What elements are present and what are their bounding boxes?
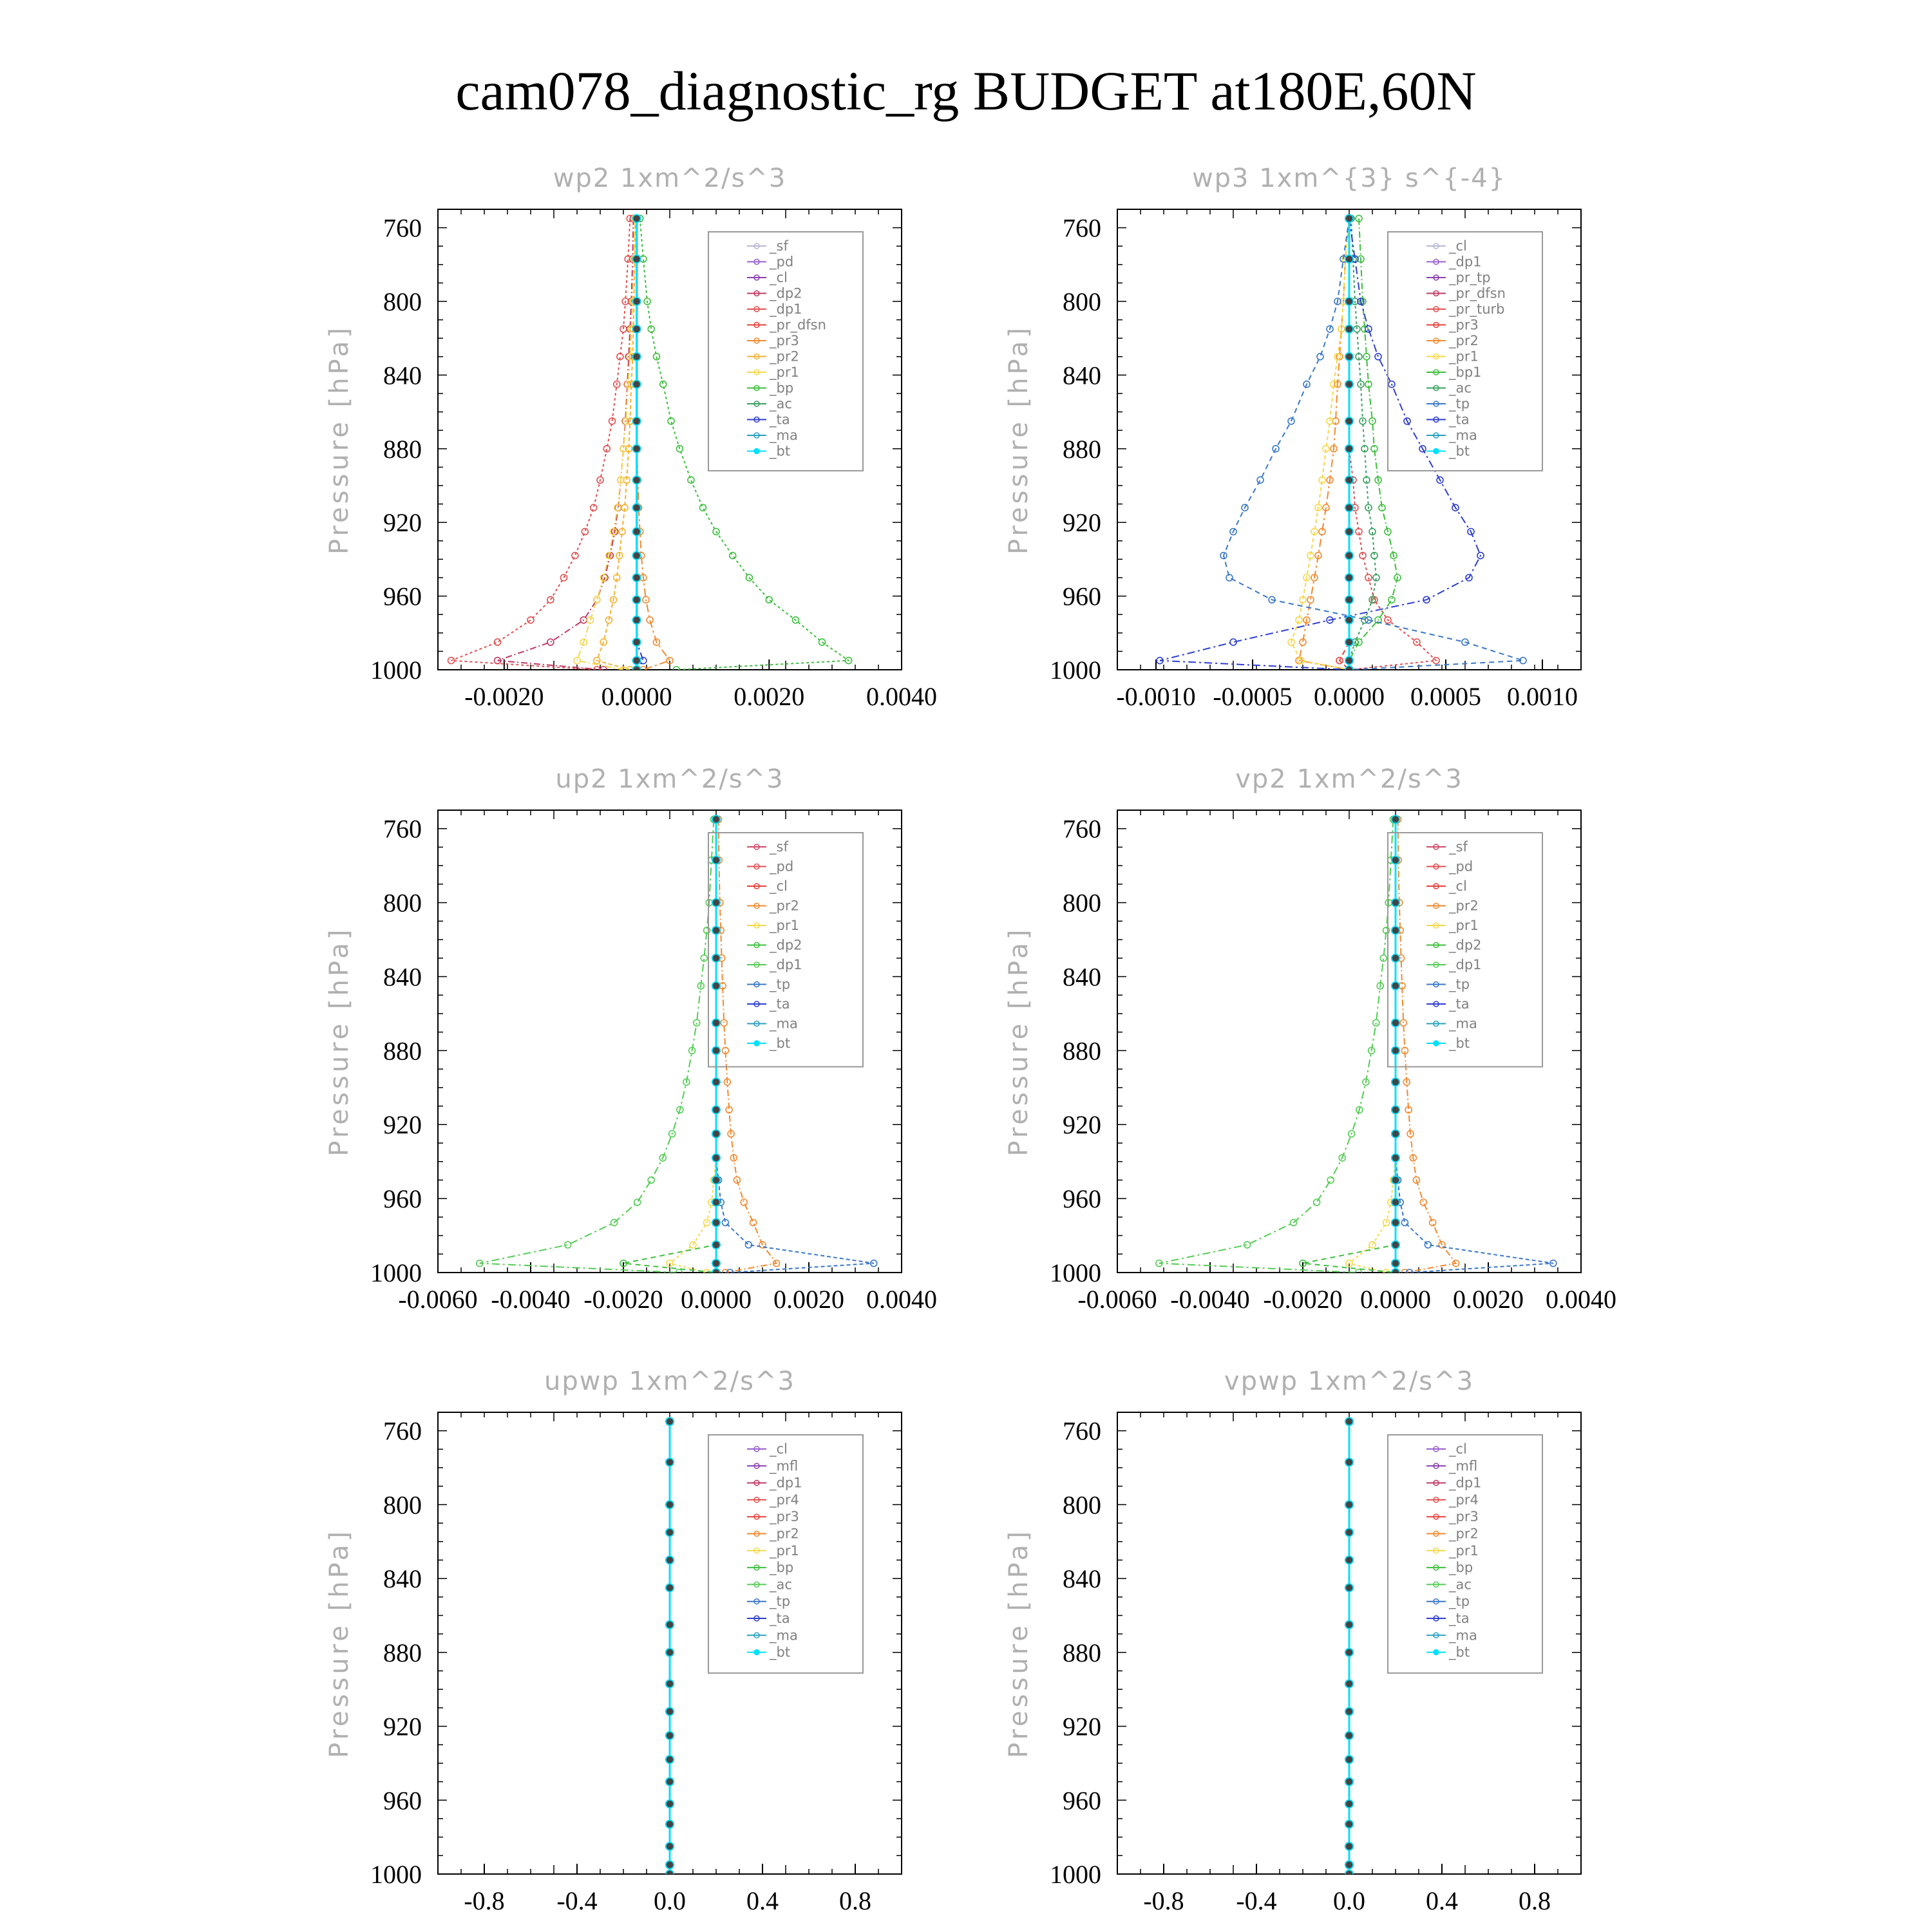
data-point_bt: [1345, 1708, 1353, 1716]
legend-label: _mfl: [1449, 1458, 1478, 1474]
data-point_bt: [712, 857, 720, 864]
data-point_bt: [666, 1501, 674, 1508]
data-point_bt: [1345, 1842, 1353, 1850]
data-point_bt: [633, 552, 641, 560]
legend-label: _tp: [770, 1593, 791, 1609]
data-point_bt: [633, 596, 641, 603]
y-tick-label: 760: [1063, 213, 1101, 243]
data-point_bt: [666, 1732, 674, 1739]
x-tick-label: 0.0010: [1507, 682, 1578, 711]
y-tick-label: 1000: [1050, 656, 1101, 685]
legend-label: _bt: [1449, 443, 1470, 459]
y-tick-label: 880: [1063, 434, 1101, 464]
data-point_bt: [1345, 574, 1353, 582]
legend-label: _ta: [1449, 1611, 1470, 1626]
data-point_bt: [1345, 1528, 1353, 1536]
legend-label: _pr2: [770, 1526, 799, 1542]
legend-label: _ta: [770, 996, 790, 1012]
y-tick-label: 1000: [370, 1258, 422, 1287]
legend-label: _pr4: [1449, 1492, 1479, 1508]
y-tick-label: 920: [383, 508, 422, 538]
legend-label: _sf: [770, 839, 788, 855]
legend-label: _tp: [1449, 396, 1470, 412]
y-axis-label: Pressure [hPa]: [325, 1528, 354, 1758]
legend-label: _tp: [770, 976, 791, 992]
legend-label: _bt: [1449, 1036, 1470, 1051]
legend-label: _ma: [770, 428, 798, 443]
data-point_bt: [666, 1778, 674, 1786]
x-tick-label: -0.0060: [1077, 1285, 1157, 1314]
x-tick-label: 0.0020: [773, 1285, 844, 1314]
y-tick-label: 760: [1063, 1416, 1101, 1446]
y-tick-label: 960: [1063, 582, 1101, 611]
x-tick-label: -0.0040: [1170, 1285, 1250, 1314]
legend-label: _dp1: [770, 1475, 802, 1491]
x-tick-label: 0.0: [654, 1886, 686, 1915]
data-point_bt: [1345, 255, 1353, 263]
data-point_bt: [666, 1861, 674, 1869]
x-tick-label: 0.0000: [1360, 1285, 1431, 1314]
y-axis-label: Pressure [hPa]: [325, 325, 354, 554]
data-point_bt: [1392, 927, 1399, 934]
data-point_bt: [1345, 298, 1353, 305]
legend-label: _cl: [770, 878, 788, 894]
y-tick-label: 800: [383, 1490, 422, 1520]
y-tick-label: 840: [1063, 361, 1101, 390]
x-tick-label: 0.0: [1333, 1886, 1365, 1915]
data-point_bt: [633, 616, 641, 624]
data-point_bt: [712, 954, 720, 962]
legend-label: _dp1: [770, 957, 802, 972]
x-tick-label: 0.0040: [1546, 1285, 1616, 1314]
data-point_bt: [1345, 1584, 1353, 1591]
data-point_bt: [712, 899, 720, 907]
x-tick-label: -0.8: [1143, 1886, 1184, 1915]
y-tick-label: 960: [383, 1184, 422, 1214]
x-tick-label: 0.0040: [866, 1285, 937, 1314]
y-tick-label: 760: [383, 814, 422, 844]
legend-label: _pd: [770, 858, 794, 875]
data-point_bt: [1392, 954, 1399, 962]
y-axis-label: Pressure [hPa]: [1004, 325, 1034, 554]
data-point_bt: [1345, 1458, 1353, 1466]
x-tick-label: 0.0000: [601, 682, 672, 711]
data-point_bt: [1392, 1176, 1399, 1184]
data-point_bt: [712, 1260, 720, 1267]
legend-label: _ma: [1449, 1016, 1477, 1032]
y-tick-label: 760: [383, 213, 422, 243]
legend-label: _pr3: [770, 333, 799, 348]
legend-label: _pr_dfsn: [770, 317, 826, 333]
legend-label: _pr1: [770, 365, 799, 380]
legend-label: _pr_dfsn: [1449, 285, 1506, 301]
data-point_bt: [1392, 1198, 1399, 1206]
legend-marker: [1434, 449, 1439, 454]
y-tick-label: 760: [1063, 814, 1101, 844]
legend-marker: [1434, 1650, 1439, 1655]
x-tick-label: -0.0060: [398, 1285, 478, 1314]
legend-label: _cl: [770, 1441, 788, 1457]
data-point_bt: [1345, 638, 1353, 646]
data-point_bt: [1345, 1821, 1353, 1828]
y-tick-label: 840: [383, 361, 422, 390]
legend-label: _ma: [1449, 1627, 1477, 1643]
data-point_bt: [1345, 1800, 1353, 1808]
legend-label: _bt: [770, 1036, 791, 1051]
y-tick-label: 760: [383, 1416, 422, 1446]
data-point_bt: [712, 1019, 720, 1027]
data-point_bt: [712, 1106, 720, 1113]
data-point_bt: [633, 298, 641, 305]
y-tick-label: 1000: [1050, 1860, 1101, 1889]
legend-marker: [754, 449, 759, 454]
data-point_bt: [712, 815, 720, 823]
y-tick-label: 960: [383, 582, 422, 611]
legend-label: _dp1: [1449, 1475, 1482, 1491]
x-tick-label: -0.4: [1236, 1886, 1277, 1915]
y-axis-label: Pressure [hPa]: [325, 926, 354, 1157]
legend-label: _dp2: [1449, 937, 1482, 953]
y-tick-label: 1000: [370, 1860, 422, 1889]
y-tick-label: 800: [1063, 888, 1101, 918]
legend-label: _cl: [1449, 1441, 1467, 1457]
legend-label: _dp2: [770, 937, 802, 953]
data-point_bt: [633, 325, 641, 333]
data-point_bt: [666, 1756, 674, 1763]
data-point_bt: [666, 1621, 674, 1629]
data-point_bt: [712, 1078, 720, 1086]
legend-label: _pd: [1449, 858, 1473, 875]
panel-title: vpwp 1xm^2/s^3: [1224, 1367, 1475, 1396]
y-tick-label: 920: [1063, 508, 1101, 538]
data-point_bt: [633, 574, 641, 582]
legend-label: _ma: [770, 1016, 798, 1032]
x-tick-label: -0.0040: [491, 1285, 571, 1314]
data-point_bt: [1345, 353, 1353, 361]
legend-label: _ta: [1449, 412, 1470, 428]
data-point_bt: [633, 214, 641, 222]
data-point_bt: [1345, 417, 1353, 425]
data-point_bt: [633, 638, 641, 646]
data-point_bt: [633, 476, 641, 484]
data-point_bt: [1345, 214, 1353, 222]
data-point_bt: [666, 1821, 674, 1828]
y-tick-label: 840: [1063, 1564, 1101, 1594]
x-tick-label: -0.0005: [1213, 682, 1293, 711]
data-point_bt: [666, 1528, 674, 1536]
x-tick-label: 0.0020: [1453, 1285, 1524, 1314]
data-point_bt: [1345, 1756, 1353, 1763]
y-tick-label: 800: [383, 287, 422, 316]
panel-title: upwp 1xm^2/s^3: [544, 1367, 795, 1396]
y-tick-label: 960: [383, 1786, 422, 1815]
data-point_bt: [1392, 1154, 1399, 1162]
x-tick-label: -0.8: [464, 1886, 505, 1915]
legend-label: _pr1: [1449, 348, 1479, 365]
y-tick-label: 920: [383, 1110, 422, 1140]
y-tick-label: 840: [383, 1564, 422, 1594]
data-point_bt: [633, 255, 641, 263]
data-point_bt: [1345, 1621, 1353, 1629]
legend-label: _bp: [1449, 1560, 1473, 1576]
y-tick-label: 880: [383, 434, 422, 464]
legend-label: _ma: [1449, 428, 1477, 443]
x-tick-label: 0.0020: [734, 682, 805, 711]
x-tick-label: 0.8: [839, 1886, 871, 1915]
data-point_bt: [712, 1130, 720, 1138]
legend-label: _ta: [1449, 996, 1470, 1012]
y-tick-label: 920: [383, 1712, 422, 1741]
legend-label: _tp: [1449, 1593, 1470, 1609]
legend-label: _sf: [1449, 839, 1468, 855]
data-point_bt: [633, 417, 641, 425]
data-point_bt: [1345, 657, 1353, 665]
y-axis-label: Pressure [hPa]: [1004, 926, 1034, 1157]
data-point_bt: [1345, 445, 1353, 453]
y-tick-label: 880: [1063, 1638, 1101, 1667]
x-tick-label: 0.0040: [866, 682, 937, 711]
data-point_bt: [1345, 504, 1353, 511]
x-tick-label: -0.0020: [583, 1285, 663, 1314]
legend-label: _pr3: [1449, 1509, 1479, 1525]
legend-label: _ac: [1449, 1577, 1472, 1593]
y-tick-label: 960: [1063, 1184, 1101, 1214]
data-point_bt: [1345, 1680, 1353, 1688]
data-point_bt: [1345, 1501, 1353, 1508]
y-tick-label: 880: [1063, 1036, 1101, 1066]
legend-label: _cl: [1449, 878, 1467, 894]
x-tick-label: 0.8: [1519, 1886, 1551, 1915]
data-point_bt: [712, 982, 720, 990]
legend-label: _pr1: [770, 1542, 799, 1558]
panel-title: wp3 1xm^{3} s^{-4}: [1191, 164, 1507, 193]
legend-label: _pr4: [770, 1492, 799, 1508]
legend-label: _pr3: [1449, 317, 1479, 333]
data-point_bt: [712, 1046, 720, 1054]
data-point_bt: [666, 1649, 674, 1656]
data-point_bt: [712, 1198, 720, 1206]
legend-label: _pr_tp: [1449, 270, 1491, 285]
y-tick-label: 920: [1063, 1712, 1101, 1741]
data-point_bt: [1392, 815, 1399, 823]
data-point_bt: [1345, 1417, 1353, 1425]
panel-title: wp2 1xm^2/s^3: [553, 164, 787, 193]
figure-title: cam078_diagnostic_rg BUDGET at180E,60N: [455, 60, 1477, 122]
data-point_bt: [1345, 616, 1353, 624]
legend-label: _pr2: [1449, 1526, 1479, 1542]
y-tick-label: 800: [383, 888, 422, 918]
data-point_bt: [1345, 325, 1353, 333]
x-tick-label: 0.4: [1426, 1886, 1458, 1915]
x-tick-label: 0.0000: [681, 1285, 752, 1314]
y-axis-label: Pressure [hPa]: [1004, 1528, 1034, 1758]
legend-label: _ta: [770, 1611, 790, 1626]
data-point_bt: [712, 1241, 720, 1249]
x-tick-label: -0.0020: [464, 682, 544, 711]
legend-label: _bp1: [1449, 365, 1482, 380]
legend-label: _ac: [770, 1577, 792, 1593]
data-point_bt: [1392, 982, 1399, 990]
legend-label: _dp1: [770, 301, 802, 317]
legend-marker: [754, 1041, 759, 1046]
legend-label: _mfl: [770, 1458, 799, 1474]
legend-label: _pr2: [770, 898, 799, 914]
legend-label: _pr1: [1449, 918, 1479, 933]
legend-label: _pr2: [770, 348, 799, 365]
data-point_bt: [666, 1800, 674, 1808]
data-point_bt: [712, 1154, 720, 1162]
y-tick-label: 800: [1063, 287, 1101, 316]
legend-label: _dp2: [770, 285, 802, 301]
data-point_bt: [712, 1176, 720, 1184]
data-point_bt: [1345, 1732, 1353, 1739]
legend-marker: [1434, 1041, 1439, 1046]
y-tick-label: 1000: [370, 656, 422, 685]
data-point_bt: [633, 504, 641, 511]
legend-label: _ac: [770, 396, 792, 412]
data-point_bt: [1345, 1649, 1353, 1656]
data-point_bt: [1392, 1019, 1399, 1027]
legend-label: _bt: [1449, 1644, 1470, 1660]
data-point_bt: [1345, 476, 1353, 484]
y-tick-label: 800: [1063, 1490, 1101, 1520]
data-point_bt: [712, 1218, 720, 1226]
y-tick-label: 920: [1063, 1110, 1101, 1140]
x-tick-label: 0.0000: [1314, 682, 1385, 711]
legend-label: _bt: [770, 1644, 791, 1660]
legend-label: _pr1: [770, 918, 799, 933]
data-point_bt: [1345, 1556, 1353, 1564]
legend-label: _bp: [770, 1560, 794, 1576]
data-point_bt: [1392, 857, 1399, 864]
y-tick-label: 960: [1063, 1786, 1101, 1815]
data-point_bt: [1392, 1046, 1399, 1054]
legend-label: _ac: [1449, 380, 1472, 396]
data-point_bt: [1392, 1106, 1399, 1113]
legend-label: _tp: [1449, 976, 1470, 992]
x-tick-label: -0.4: [556, 1886, 598, 1915]
legend-label: _pr3: [770, 1509, 799, 1525]
legend-label: _pr_turb: [1449, 301, 1505, 317]
data-point_bt: [1392, 1130, 1399, 1138]
data-point_bt: [1345, 381, 1353, 388]
legend-label: _ma: [770, 1627, 798, 1643]
y-tick-label: 840: [383, 962, 422, 992]
legend-label: _pr1: [1449, 1542, 1479, 1558]
y-tick-label: 880: [383, 1036, 422, 1066]
y-tick-label: 840: [1063, 962, 1101, 992]
panel-title: up2 1xm^2/s^3: [555, 764, 784, 794]
legend-label: _bp: [770, 380, 794, 396]
data-point_bt: [1392, 1260, 1399, 1267]
data-point_bt: [1392, 899, 1399, 907]
legend-marker: [754, 1650, 759, 1655]
data-point_bt: [1345, 1861, 1353, 1869]
panel-title: vp2 1xm^2/s^3: [1235, 764, 1463, 794]
data-point_bt: [633, 445, 641, 453]
legend-label: _cl: [1449, 238, 1467, 254]
legend-label: _dp1: [1449, 957, 1482, 972]
data-point_bt: [666, 1680, 674, 1688]
y-tick-label: 1000: [1050, 1258, 1101, 1287]
x-tick-label: 0.0005: [1410, 682, 1481, 711]
data-point_bt: [1345, 552, 1353, 560]
data-point_bt: [666, 1708, 674, 1716]
legend-label: _cl: [770, 270, 788, 285]
legend-label: _pr2: [1449, 898, 1479, 914]
x-tick-label: 0.4: [746, 1886, 779, 1915]
data-point_bt: [666, 1556, 674, 1564]
x-tick-label: -0.0020: [1263, 1285, 1343, 1314]
y-tick-label: 880: [383, 1638, 422, 1667]
data-point_bt: [1345, 596, 1353, 603]
data-point_bt: [666, 1842, 674, 1850]
legend-label: _sf: [770, 238, 788, 254]
data-point_bt: [633, 657, 641, 665]
data-point_bt: [666, 1417, 674, 1425]
data-point_bt: [633, 353, 641, 361]
data-point_bt: [633, 381, 641, 388]
legend-label: _ta: [770, 412, 790, 428]
data-point_bt: [666, 1458, 674, 1466]
data-point_bt: [1392, 1078, 1399, 1086]
x-tick-label: -0.0010: [1116, 682, 1196, 711]
legend-label: _bt: [770, 443, 791, 459]
data-point_bt: [1345, 1778, 1353, 1786]
data-point_bt: [666, 1584, 674, 1591]
data-point_bt: [1392, 1241, 1399, 1249]
data-point_bt: [633, 528, 641, 536]
legend-label: _pd: [770, 254, 794, 270]
data-point_bt: [712, 927, 720, 934]
data-point_bt: [1392, 1218, 1399, 1226]
legend-label: _dp1: [1449, 254, 1482, 270]
legend-label: _pr2: [1449, 333, 1479, 348]
data-point_bt: [1345, 528, 1353, 536]
